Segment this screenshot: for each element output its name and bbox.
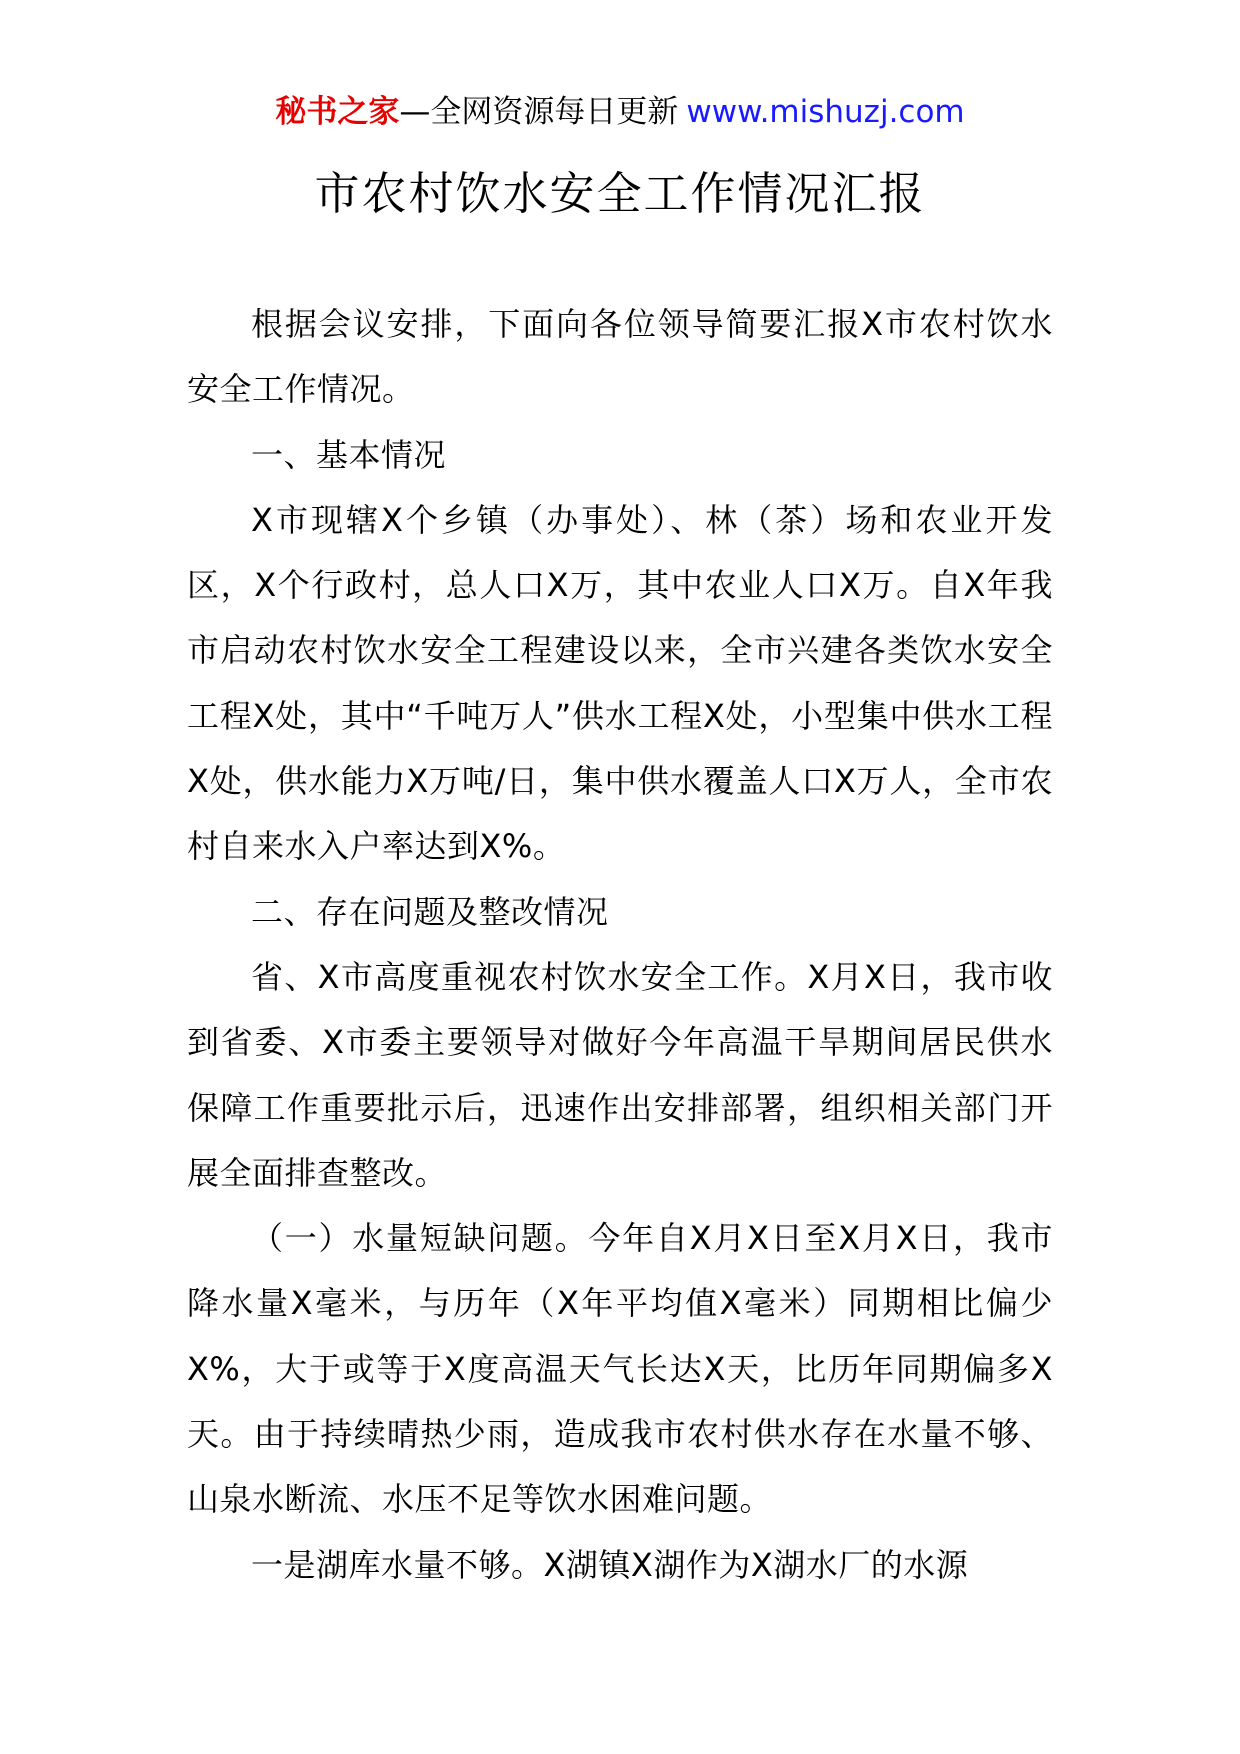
site-url[interactable]: www.mishuzj.com [686,94,965,130]
site-banner [0,92,1240,132]
document-body [187,292,1053,1598]
site-slogan: —全网资源每日更新 [399,94,679,130]
document-title: 市农村饮水安全工作情况汇报 [314,167,926,220]
paragraph-provincial-attention: 省、X市高度重视农村饮水安全工作。X月X日，我市收到省委、X市委主要领导对做好今年高温干旱期间居民供水保障工作重要批示后，迅速作出安排部署，组织相关部门开展全面排查整改。 [187,957,1053,1192]
paragraph-basic-situation: X市现辖X个乡镇（办事处）、林（茶）场和农业开发区，X个行政村，总人口X万，其中农业人口X万。自X年我市启动农村饮水安全工程建设以来，全市兴建各类饮水安全工程X处，其中“千吨万人”供水工程X处，小型集中供水工程X处，供水能力X万吨/日，集中供水覆盖人口X万人，全市农村自来水入户率达到X%。 [187,500,1053,866]
heading-problems-rectification: 二、存在问题及整改情况 [251,892,609,931]
heading-basic-situation: 一、基本情况 [251,435,447,474]
paragraph-water-shortage: （一）水量短缺问题。今年自X月X日至X月X日，我市降水量X毫米，与历年（X年平均值X毫米）同期相比偏少X%，大于或等于X度高温天气长达X天，比历年同期偏多X天。由于持续晴热少雨，造成我市农村供水存在水量不够、山泉水断流、水压不足等饮水困难问题。 [187,1219,1053,1519]
site-brand: 秘书之家 [275,94,400,130]
paragraph-reservoir-shortage: 一是湖库水量不够。X湖镇X湖作为X湖水厂的水源 [251,1545,969,1584]
paragraph-intro: 根据会议安排，下面向各位领导简要汇报X市农村饮水安全工作情况。 [187,305,1053,409]
